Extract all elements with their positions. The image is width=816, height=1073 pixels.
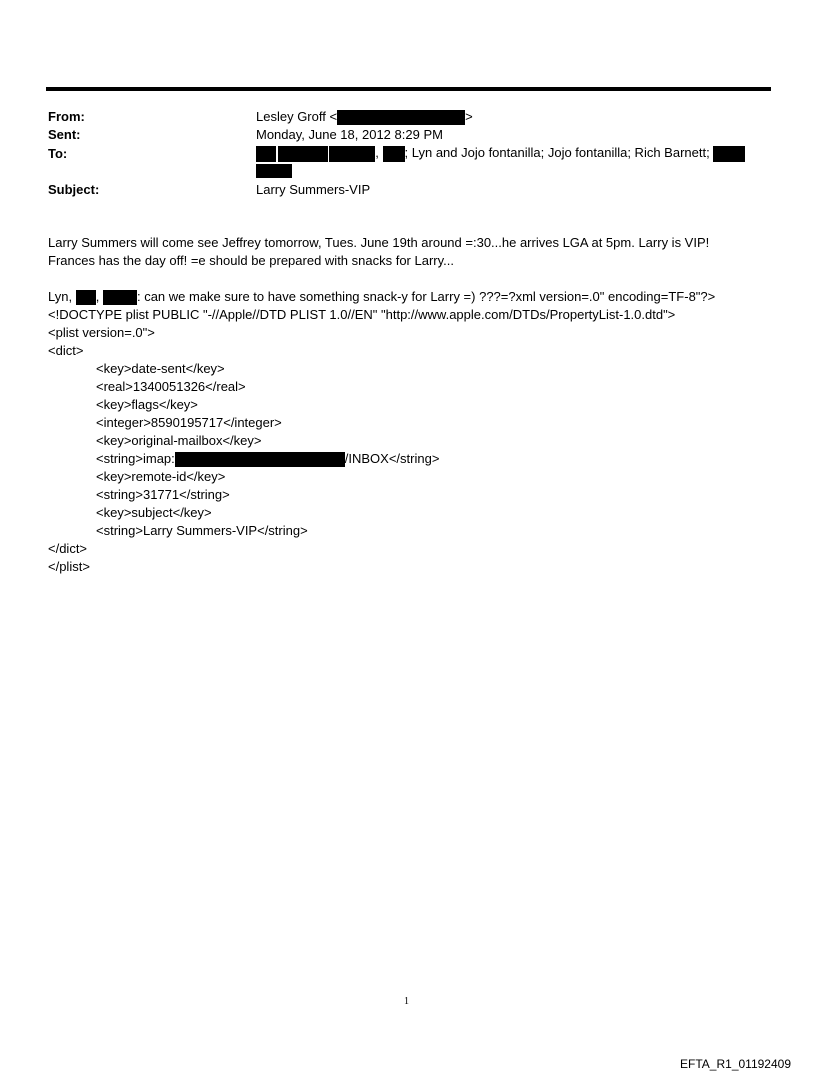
- body-paragraph-line: Frances has the day off! =e should be prepared with snacks for Larry...: [48, 253, 454, 268]
- to-comma: ,: [375, 145, 379, 160]
- page-number: 1: [404, 996, 409, 1007]
- from-value: [256, 109, 473, 125]
- from-close: >: [465, 109, 473, 124]
- redaction-block: [256, 164, 292, 178]
- redaction-block: [256, 146, 276, 162]
- body-paragraph-line: [48, 288, 715, 306]
- to-label: To:: [48, 146, 68, 161]
- greeting-name: Lyn,: [48, 289, 73, 304]
- subject-value: Larry Summers-VIP: [256, 182, 371, 197]
- redaction-block: [175, 452, 345, 467]
- subject-label: Subject:: [48, 182, 100, 197]
- plist-line: <string>Larry Summers-VIP</string>: [96, 523, 308, 538]
- redaction-block: [278, 146, 328, 162]
- plist-line: <key>original-mailbox</key>: [96, 433, 262, 448]
- plist-line: <key>subject</key>: [96, 505, 212, 520]
- document-id: EFTA_R1_01192409: [680, 1057, 791, 1071]
- greeting-message: : can we make sure to have something snack-y for Larry =) ???=?xml version=.0" encoding=TF-8"?>: [136, 289, 716, 304]
- imap-suffix: /INBOX</string>: [344, 451, 440, 466]
- plist-line: <key>flags</key>: [96, 397, 198, 412]
- from-name: Lesley Groff <: [256, 109, 338, 124]
- redaction-block: [329, 146, 375, 162]
- redaction-block: [76, 290, 96, 305]
- redaction-block: [713, 146, 745, 162]
- greeting-comma: ,: [95, 289, 100, 304]
- plist-line: <key>remote-id</key>: [96, 469, 226, 484]
- top-divider: [46, 87, 771, 91]
- body-paragraph-line: Larry Summers will come see Jeffrey tomorrow, Tues. June 19th around =:30...he arrives LGA at 5pm. Larry is VIP!: [48, 235, 710, 250]
- sent-label: Sent:: [48, 127, 81, 142]
- redaction-block: [337, 110, 465, 125]
- plist-line: </dict>: [48, 541, 88, 556]
- plist-line: [48, 450, 439, 468]
- to-recipients: ; Lyn and Jojo fontanilla; Jojo fontanilla; Rich Barnett;: [404, 145, 710, 160]
- plist-line: </plist>: [48, 559, 90, 574]
- plist-line: <plist version=.0">: [48, 325, 155, 340]
- plist-line: <real>1340051326</real>: [96, 379, 246, 394]
- plist-line: <dict>: [48, 343, 84, 358]
- to-value: [256, 145, 745, 162]
- from-label: From:: [48, 109, 85, 124]
- redaction-block: [103, 290, 137, 305]
- redaction-block: [383, 146, 405, 162]
- plist-line: <integer>8590195717</integer>: [96, 415, 282, 430]
- plist-line: <string>31771</string>: [96, 487, 230, 502]
- plist-line: <key>date-sent</key>: [96, 361, 225, 376]
- imap-prefix: <string>imap:: [96, 451, 175, 466]
- sent-value: Monday, June 18, 2012 8:29 PM: [256, 127, 443, 142]
- plist-line: <!DOCTYPE plist PUBLIC "-//Apple//DTD PLIST 1.0//EN" "http://www.apple.com/DTDs/PropertyList-1.0.dtd">: [48, 307, 676, 322]
